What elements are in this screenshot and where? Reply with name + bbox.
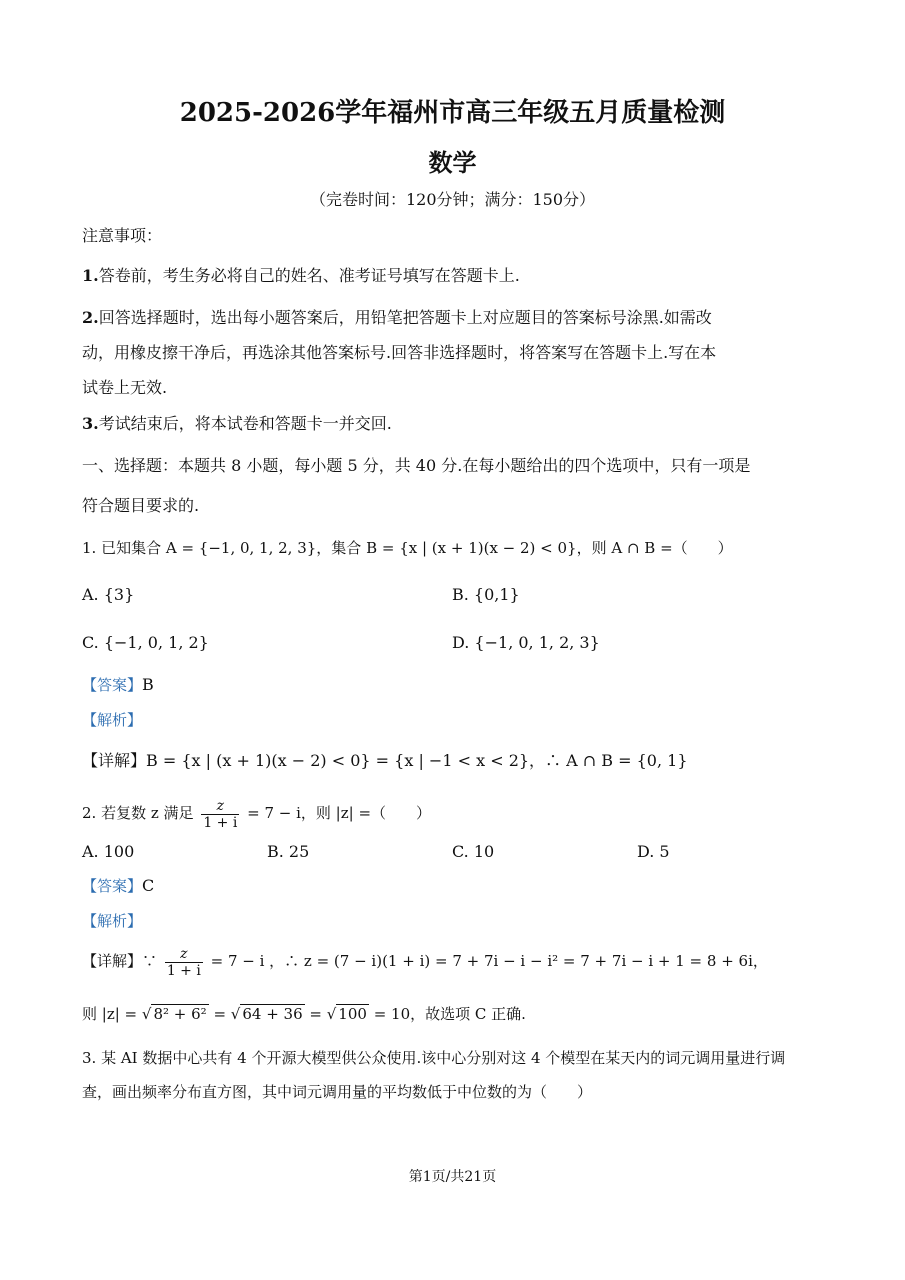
q2-option-c: C. 10 (452, 842, 495, 861)
q2-stem (82, 793, 431, 833)
text-segment: = √ (208, 1005, 241, 1023)
fraction-denominator: 1 + i (203, 814, 238, 831)
detail-fraction (165, 946, 203, 979)
q2-option-d: D. 5 (637, 842, 670, 861)
detail-tag: 【详解】 (82, 952, 143, 970)
note-number: 3. (82, 414, 99, 433)
note-number: 2. (82, 308, 99, 327)
text-segment: = 10，故选项 C 正确. (368, 1005, 526, 1023)
exam-title: 2025-2026学年福州市高三年级五月质量检测 (179, 98, 726, 128)
radicand: 100 (338, 1005, 367, 1023)
answer-tag: 【答案】 (82, 877, 143, 895)
q2-stem-post: = 7 − i，则 |z| =（ ） (247, 804, 432, 822)
text-segment: = √ (304, 1005, 337, 1023)
detail-text: = 7 − i ，∴ z = (7 − i)(1 + i) = 7 + 7i − i − i² = 7 + 7i − i + 1 = 8 + 6i， (210, 952, 768, 970)
exam-info: （完卷时间：120分钟；满分：150分） (309, 190, 596, 209)
fraction-denominator: 1 + i (166, 962, 201, 979)
note-2-line-3: 试卷上无效. (82, 378, 168, 397)
q2-stem-pre: 2. 若复数 z 满足 (82, 804, 194, 822)
fraction-numerator: z (201, 798, 239, 815)
q1-option-c: C. {−1, 0, 1, 2} (82, 633, 209, 652)
note-text: 考试结束后，将本试卷和答题卡一并交回. (98, 414, 392, 433)
note-1 (82, 264, 520, 288)
q3-stem-line-1: 3. 某 AI 数据中心共有 4 个开源大模型供公众使用.该中心分别对这 4 个模型在某天内的词元调用量进行调 (82, 1049, 786, 1067)
q2-fraction (201, 798, 239, 831)
note-number: 1. (82, 266, 99, 285)
q2-answer (82, 874, 154, 898)
q2-option-a: A. 100 (82, 842, 135, 861)
q3-stem-line-2: 查，画出频率分布直方图，其中词元调用量的平均数低于中位数的为（ ） (82, 1083, 593, 1101)
q1-option-b: B. {0,1} (452, 585, 520, 604)
subject-title: 数学 (428, 148, 477, 177)
q2-option-b: B. 25 (267, 842, 310, 861)
analysis-tag: 【解析】 (82, 711, 143, 729)
q1-detail (82, 749, 688, 773)
q2-detail-line-2 (82, 1002, 526, 1026)
radicand: 64 + 36 (242, 1005, 303, 1023)
q1-answer (82, 673, 154, 697)
detail-text: B = {x | (x + 1)(x − 2) < 0} = {x | −1 < x < 2}，∴ A ∩ B = {0, 1} (146, 751, 688, 770)
text-segment: 则 |z| = √ (82, 1005, 152, 1023)
q2-detail (82, 941, 768, 981)
note-2-line-2: 动，用橡皮擦干净后，再选涂其他答案标号.回答非选择题时，将答案写在答题卡上.写在本 (82, 343, 717, 362)
section-heading-line-1: 一、选择题：本题共 8 小题，每小题 5 分，共 40 分.在每小题给出的四个选项中，只有一项是 (82, 456, 751, 475)
note-text: 回答选择题时，选出每小题答案后，用铅笔把答题卡上对应题目的答案标号涂黑.如需改 (98, 308, 712, 327)
detail-tag: 【详解】 (82, 751, 147, 770)
analysis-tag: 【解析】 (82, 912, 143, 930)
q1-option-d: D. {−1, 0, 1, 2, 3} (452, 633, 600, 652)
page-footer: 第1页/共21页 (408, 1169, 497, 1185)
note-text: 答卷前，考生务必将自己的姓名、准考证号填写在答题卡上. (98, 266, 520, 285)
note-2-line-1 (82, 306, 712, 330)
radicand: 8² + 6² (153, 1005, 207, 1023)
q1-stem: 1. 已知集合 A = {−1, 0, 1, 2, 3}，集合 B = {x | (x + 1)(x − 2) < 0}，则 A ∩ B =（ ） (82, 539, 733, 557)
section-heading-line-2: 符合题目要求的. (82, 496, 200, 515)
q1-analysis (82, 708, 142, 732)
answer-value: C (142, 876, 155, 895)
notes-heading: 注意事项： (82, 226, 163, 245)
answer-value: B (142, 675, 154, 694)
fraction-numerator: z (165, 946, 203, 963)
note-3 (82, 412, 392, 436)
answer-tag: 【答案】 (82, 676, 143, 694)
q2-analysis (82, 909, 142, 933)
detail-because: ∵ (142, 952, 158, 970)
q1-option-a: A. {3} (82, 585, 135, 604)
